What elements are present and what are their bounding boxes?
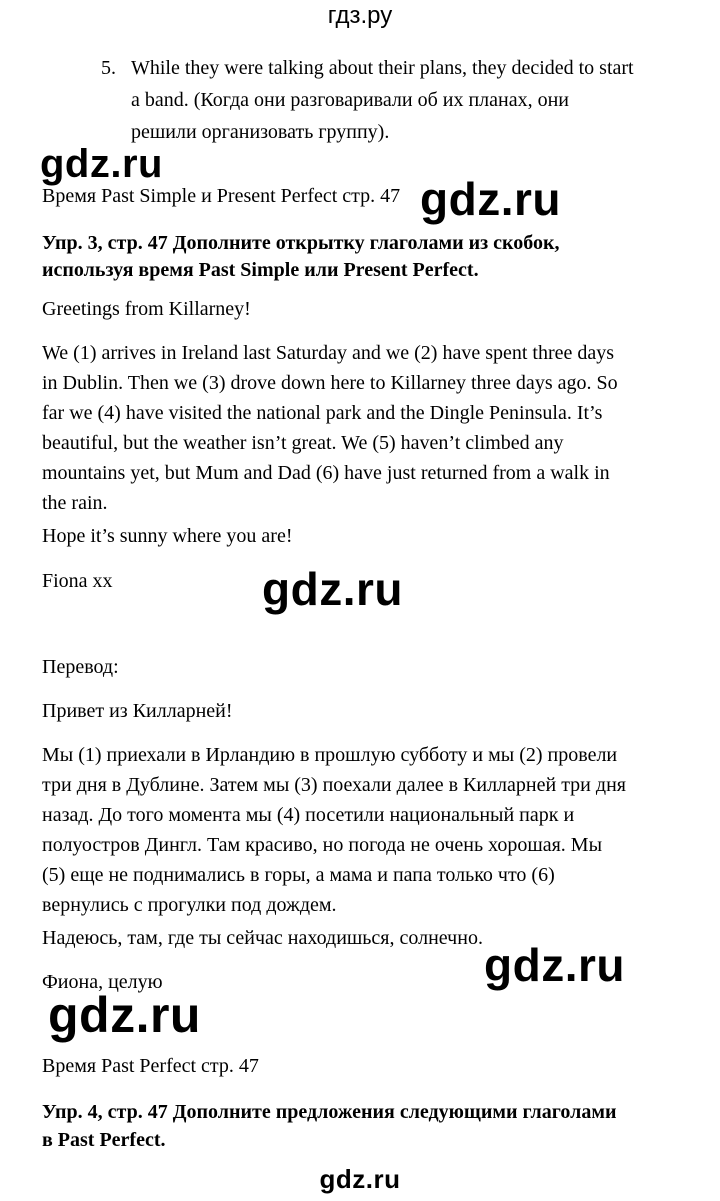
postcard-greeting: Greetings from Killarney!	[42, 298, 251, 320]
postcard-line: beautiful, but the weather isn’t great. We (5) haven’t climbed any	[42, 432, 564, 454]
item-line: While they were talking about their plans, they decided to start	[131, 57, 634, 79]
item-line: решили организовать группу).	[131, 121, 390, 143]
postcard-line: the rain.	[42, 492, 108, 514]
task-title: Упр. 4, стр. 47 Дополните предложения следующими глаголами	[42, 1101, 617, 1123]
translation-line: вернулись с прогулки под дождем.	[42, 894, 337, 916]
watermark: gdz.ru	[40, 142, 163, 186]
postcard-line: in Dublin. Then we (3) drove down here to Killarney three days ago. So	[42, 372, 618, 394]
translation-line: Мы (1) приехали в Ирландию в прошлую субботу и мы (2) провели	[42, 744, 618, 766]
footer-site: gdz.ru	[319, 1164, 401, 1194]
translation-line: (5) еще не поднимались в горы, а мама и папа только что (6)	[42, 864, 555, 886]
translation-label: Перевод:	[42, 656, 119, 678]
translation-line: назад. До того момента мы (4) посетили национальный парк и	[42, 804, 575, 826]
section-heading: Время Past Perfect стр. 47	[42, 1055, 259, 1077]
header-site-title: гдз.ру	[327, 2, 393, 29]
watermark: gdz.ru	[48, 987, 201, 1043]
postcard-line: mountains yet, but Mum and Dad (6) have just returned from a walk in	[42, 462, 610, 484]
task-title: Упр. 3, стр. 47 Дополните открытку глаголами из скобок,	[42, 232, 560, 254]
translation-line: три дня в Дублине. Затем мы (3) поехали далее в Килларней три дня	[42, 774, 626, 796]
translation-signature: Фиона, целую	[42, 971, 163, 993]
item-line: a band. (Когда они разговаривали об их планах, они	[131, 89, 570, 111]
task-title: используя время Past Simple или Present Perfect.	[42, 259, 479, 281]
postcard-signature: Fiona xx	[42, 570, 113, 592]
postcard-line: far we (4) have visited the national park and the Dingle Peninsula. It’s	[42, 402, 603, 424]
task-title: в Past Perfect.	[42, 1129, 166, 1151]
watermark: gdz.ru	[420, 173, 561, 225]
watermark: gdz.ru	[484, 939, 625, 991]
translation-closing: Надеюсь, там, где ты сейчас находишься, солнечно.	[42, 927, 483, 949]
postcard-line: We (1) arrives in Ireland last Saturday and we (2) have spent three days	[42, 342, 615, 364]
watermark: gdz.ru	[262, 563, 403, 615]
section-heading: Время Past Simple и Present Perfect стр. 47	[42, 185, 401, 207]
translation-line: полуостров Дингл. Там красиво, но погода не очень хорошая. Мы	[42, 834, 603, 856]
item-number: 5.	[101, 57, 116, 79]
translation-greeting: Привет из Килларней!	[42, 700, 233, 722]
postcard-closing: Hope it’s sunny where you are!	[42, 525, 293, 547]
